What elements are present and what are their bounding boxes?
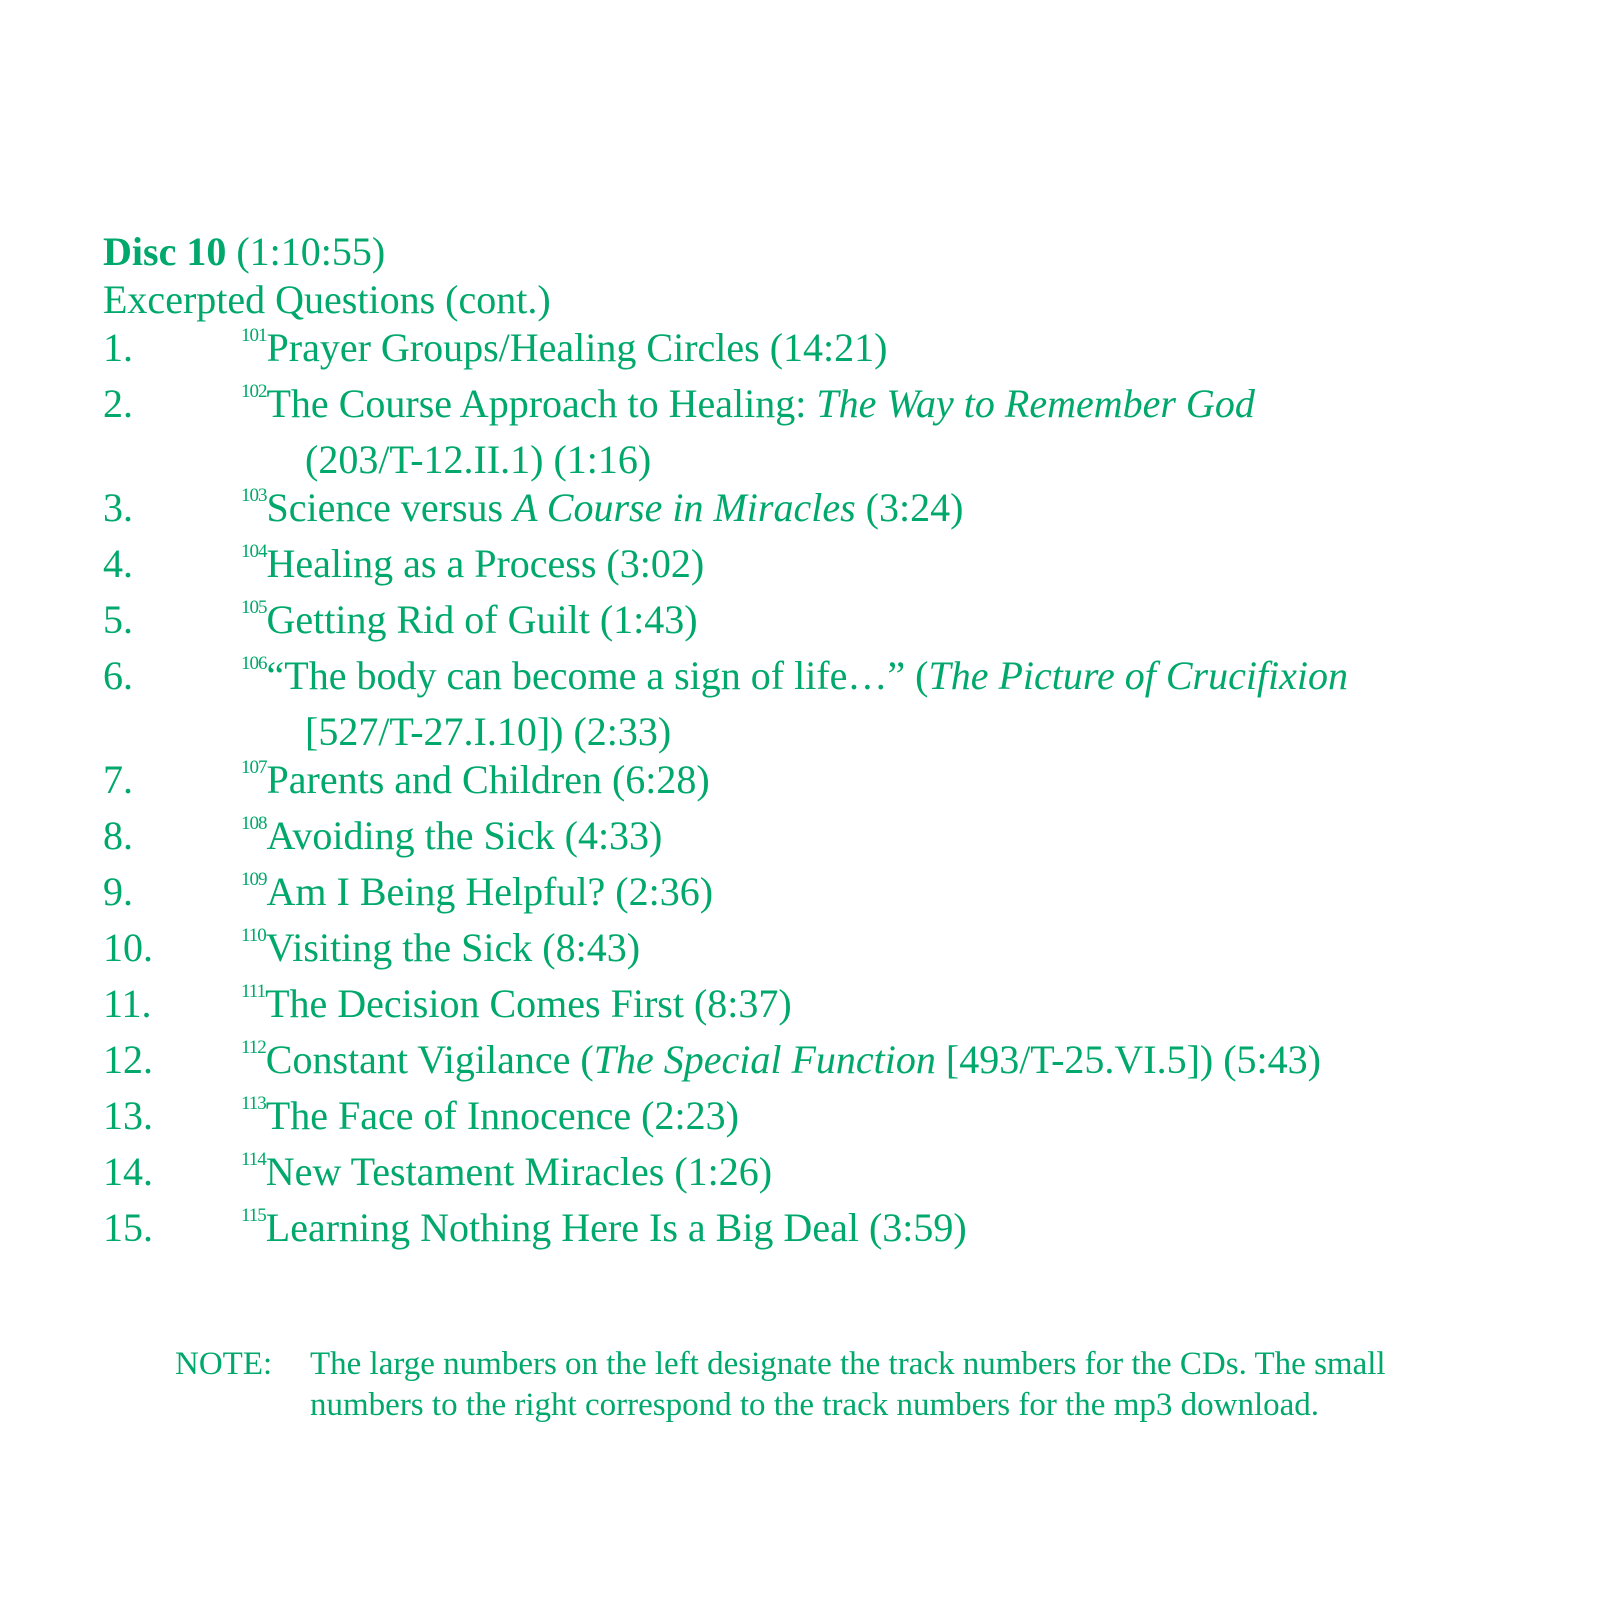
mp3-track-number: 112 bbox=[241, 1037, 266, 1058]
disc-header bbox=[103, 228, 1563, 276]
disc-title: Disc 10 bbox=[103, 229, 227, 274]
track-title: The Course Approach to Healing: bbox=[266, 381, 817, 426]
mp3-track-number: 110 bbox=[241, 925, 266, 946]
mp3-track-number: 101 bbox=[241, 325, 267, 346]
track-title-italic: The Way to Remember God bbox=[816, 381, 1255, 426]
footnote bbox=[175, 1344, 1565, 1426]
cd-track-number: 3. bbox=[103, 485, 133, 530]
track-title: New Testament Miracles (1:26) bbox=[265, 1149, 773, 1194]
cd-track-number: 12. bbox=[103, 1037, 153, 1082]
mp3-track-number: 108 bbox=[241, 813, 267, 834]
cd-track-number: 13. bbox=[103, 1093, 153, 1138]
track-title-continuation: [527/T-27.I.10]) (2:33) bbox=[305, 709, 672, 754]
mp3-track-number: 103 bbox=[241, 485, 267, 506]
cd-track-number: 8. bbox=[103, 813, 133, 858]
track-row bbox=[103, 484, 1563, 540]
track-title: Parents and Children (6:28) bbox=[266, 757, 710, 802]
track-title-continuation: (203/T-12.II.1) (1:16) bbox=[305, 437, 652, 482]
cd-track-number: 2. bbox=[103, 381, 133, 426]
track-title-suffix: (3:24) bbox=[855, 485, 964, 530]
track-title: Prayer Groups/Healing Circles (14:21) bbox=[266, 325, 888, 370]
track-title: Visiting the Sick (8:43) bbox=[265, 925, 641, 970]
track-row bbox=[103, 868, 1563, 924]
track-row bbox=[103, 1204, 1563, 1260]
disc-block bbox=[103, 228, 1563, 1260]
mp3-track-number: 102 bbox=[241, 381, 267, 402]
cd-track-number: 4. bbox=[103, 541, 133, 586]
track-title: Constant Vigilance ( bbox=[265, 1037, 594, 1082]
track-title: Am I Being Helpful? (2:36) bbox=[266, 869, 714, 914]
track-title: Getting Rid of Guilt (1:43) bbox=[266, 597, 698, 642]
mp3-track-number: 109 bbox=[241, 869, 267, 890]
track-row bbox=[103, 596, 1563, 652]
track-row bbox=[103, 1092, 1563, 1148]
mp3-track-number: 113 bbox=[241, 1093, 266, 1114]
cd-track-number: 14. bbox=[103, 1149, 153, 1194]
mp3-track-number: 104 bbox=[241, 541, 267, 562]
track-row bbox=[103, 812, 1563, 868]
track-title-italic: A Course in Miracles bbox=[513, 485, 856, 530]
cd-track-number: 9. bbox=[103, 869, 133, 914]
track-title-italic: The Picture of Crucifixion bbox=[928, 653, 1349, 698]
track-title-suffix: [493/T-25.VI.5]) (5:43) bbox=[935, 1037, 1321, 1082]
note-label: NOTE: bbox=[175, 1346, 273, 1382]
track-title: The Decision Comes First (8:37) bbox=[265, 981, 792, 1026]
cd-track-number: 15. bbox=[103, 1205, 153, 1250]
cd-track-number: 11. bbox=[103, 981, 152, 1026]
track-row bbox=[103, 324, 1563, 380]
track-row bbox=[103, 540, 1563, 596]
track-title: The Face of Innocence (2:23) bbox=[265, 1093, 739, 1138]
mp3-track-number: 105 bbox=[241, 597, 267, 618]
note-line-2: numbers to the right correspond to the track numbers for the mp3 download. bbox=[310, 1387, 1320, 1423]
track-row bbox=[103, 1148, 1563, 1204]
track-row bbox=[103, 924, 1563, 980]
cd-track-number: 5. bbox=[103, 597, 133, 642]
note-line-1: The large numbers on the left designate the track numbers for the CDs. The small bbox=[310, 1346, 1386, 1382]
mp3-track-number: 107 bbox=[241, 757, 267, 778]
cd-track-number: 7. bbox=[103, 757, 133, 802]
track-title: Science versus bbox=[266, 485, 514, 530]
track-row bbox=[103, 652, 1563, 708]
track-row bbox=[103, 1036, 1563, 1092]
track-row bbox=[103, 380, 1563, 436]
track-row bbox=[103, 756, 1563, 812]
disc-duration: (1:10:55) bbox=[236, 229, 386, 274]
track-title-italic: The Special Function bbox=[593, 1037, 936, 1082]
track-row bbox=[103, 980, 1563, 1036]
cd-track-number: 6. bbox=[103, 653, 133, 698]
mp3-track-number: 106 bbox=[241, 653, 267, 674]
cd-track-number: 10. bbox=[103, 925, 153, 970]
track-title: Healing as a Process (3:02) bbox=[266, 541, 705, 586]
mp3-track-number: 115 bbox=[241, 1205, 266, 1226]
section-title: Excerpted Questions (cont.) bbox=[103, 277, 551, 322]
mp3-track-number: 114 bbox=[241, 1149, 266, 1170]
mp3-track-number: 111 bbox=[241, 981, 266, 1002]
track-title: Learning Nothing Here Is a Big Deal (3:59) bbox=[265, 1205, 967, 1250]
track-title: “The body can become a sign of life…” ( bbox=[266, 653, 929, 698]
track-title: Avoiding the Sick (4:33) bbox=[266, 813, 663, 858]
cd-track-number: 1. bbox=[103, 325, 133, 370]
